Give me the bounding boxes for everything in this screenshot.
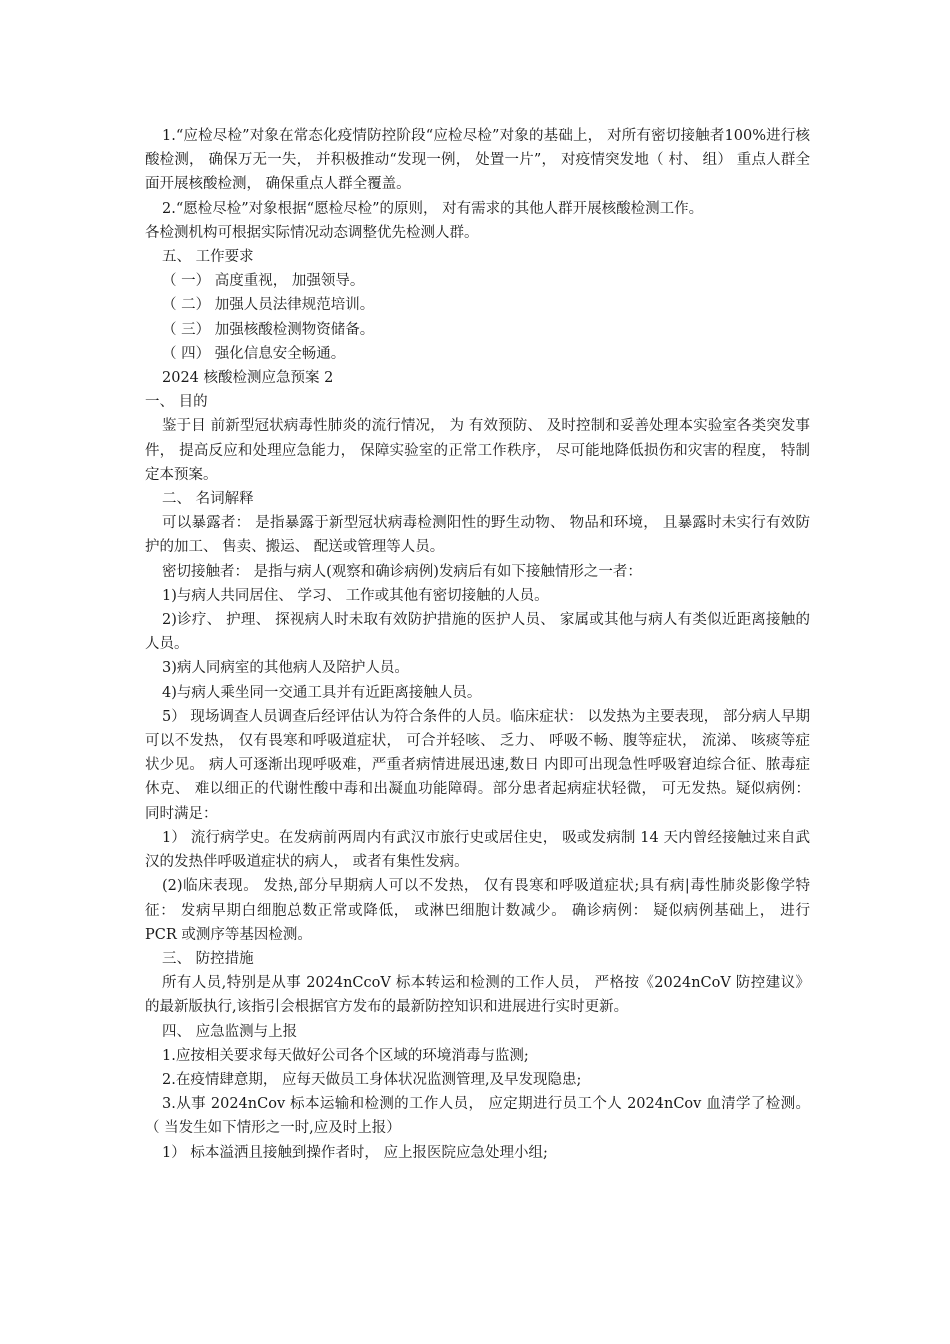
paragraph: (2)临床表现。 发热,部分早期病人可以不发热， 仅有畏寒和呼吸道症状;具有病|毒性肺炎影像学特征： 发病早期白细胞总数正常或降低， 或淋巴细胞计数减少。 确诊病例： 疑似病例基础上， 进行 PCR 或测序等基因检测。 — [145, 878, 815, 943]
paragraph: 四、 应急监测与上报 — [162, 1023, 298, 1040]
paragraph: （ 三） 加强核酸检测物资储备。 — [162, 321, 375, 338]
paragraph: 鉴于目 前新型冠状病毒性肺炎的流行情况， 为 有效预防、 及时控制和妥善处理本实验室各类突发事件， 提高反应和处理应急能力， 保障实验室的正常工作秩序， 尽可能地降低损伤和灾害的程度， 特制定本预案。 — [145, 418, 810, 483]
paragraph: 2)诊疗、 护理、 探视病人时未取有效防护措施的医护人员、 家属或其他与病人有类似近距离接触的人员。 — [145, 612, 810, 653]
paragraph: 1)与病人共同居住、 学习、 工作或其他有密切接触的人员。 — [162, 587, 549, 604]
paragraph: （ 四） 强化信息安全畅通。 — [162, 345, 346, 362]
paragraph: 1） 流行病学史。在发病前两周内有武汉市旅行史或居住史， 吸或发病制 14 天内曾经接触过来自武汉的发热伴呼吸道症状的病人， 或者有集性发病。 — [145, 829, 810, 871]
paragraph: （ 二） 加强人员法律规范培训。 — [162, 297, 375, 314]
paragraph: （ 一） 高度重视， 加强领导。 — [162, 273, 365, 290]
paragraph: 3)病人同病室的其他病人及陪护人员。 — [162, 660, 409, 677]
paragraph: 可以暴露者： 是指暴露于新型冠状病毒检测阳性的野生动物、 物品和环境， 且暴露时未实行有效防护的加工、 售卖、搬运、 配送或管理等人员。 — [145, 515, 810, 556]
paragraph: 三、 防控措施 — [162, 950, 254, 967]
paragraph: 密切接触者： 是指与病人(观察和确诊病例)发病后有如下接触情形之一者： — [162, 563, 642, 580]
paragraph: 4)与病人乘坐同一交通工具并有近距离接触人员。 — [162, 684, 482, 701]
paragraph: 一、 目的 — [145, 394, 208, 411]
document-body — [145, 124, 815, 1165]
paragraph: 5） 现场调查人员调查后经评估认为符合条件的人员。临床症状： 以发热为主要表现， 部分病人早期可以不发热， 仅有畏寒和呼吸道症状， 可合并轻咳、 乏力、 呼吸不畅、腹等症状， 流涕、 咳痰等症状少见。 病人可逐渐出现呼吸难，严重者病情进展迅速,数日 内即可出现急性呼吸窘迫综合征、脓毒症休克、 难以细正的代谢性酸中毒和出凝血功能障碍。部分患者起病症状轻微， 可无发热。疑似病例： 同时满足： — [145, 708, 815, 822]
paragraph: 1） 标本溢洒且接触到操作者时， 应上报医院应急处理小组; — [162, 1144, 548, 1161]
paragraph: 3.从事 2024nCov 标本运输和检测的工作人员， 应定期进行员工个人 2024nCov 血清学了检测。 （ 当发生如下情形之一时,应及时上报） — [145, 1096, 815, 1137]
paragraph: 所有人员,特别是从事 2024nCcoV 标本转运和检测的工作人员， 严格按《2024nCoV 防控建议》 的最新版执行,该指引会根据官方发布的最新防控知识和进展进行实时更新。 — [145, 975, 815, 1016]
paragraph: 2.在疫情肆意期， 应每天做员工身体状况监测管理,及早发现隐患; — [162, 1071, 582, 1088]
paragraph: 各检测机构可根据实际情况动态调整优先检测人群。 — [145, 224, 479, 241]
paragraph: 2024 核酸检测应急预案 2 — [162, 370, 334, 387]
paragraph: 1.应按相关要求每天做好公司各个区域的环境消毒与监测; — [162, 1047, 529, 1064]
paragraph: 二、 名词解释 — [162, 491, 254, 508]
paragraph: 2.“愿检尽检”对象根据“愿检尽检”的原则， 对有需求的其他人群开展核酸检测工作。 — [162, 200, 704, 217]
paragraph: 1.“应检尽检”对象在常态化疫情防控阶段“应检尽检”对象的基础上， 对所有密切接触者100%进行核酸检测， 确保万无一失， 并积极推动“发现一例， 处置一片”， 对疫情突发地（ 村、 组） 重点人群全面开展核酸检测， 确保重点人群全覆盖。 — [145, 128, 810, 193]
paragraph: 五、 工作要求 — [162, 249, 254, 266]
